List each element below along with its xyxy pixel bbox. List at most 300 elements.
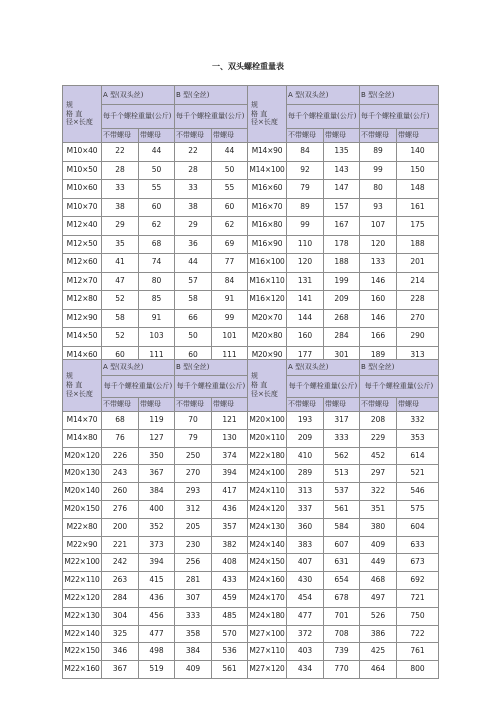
with-nut-header: 带螺母 (212, 398, 248, 412)
weight-cell: 260 (102, 483, 139, 501)
size-cell: M12×90 (63, 309, 102, 328)
weight-cell: 52 (102, 328, 139, 347)
weight-cell: 111 (139, 346, 175, 365)
weight-cell: 85 (139, 291, 175, 310)
weight-header: 每千个螺栓重量(公斤) (287, 376, 360, 398)
size-cell: M10×50 (63, 161, 102, 180)
spec-header-right (248, 86, 287, 143)
size-cell: M22×130 (63, 607, 102, 625)
weight-cell: 332 (397, 412, 439, 430)
weight-cell: 477 (139, 625, 175, 643)
size-cell: M20×90 (248, 346, 287, 365)
weight-cell: 58 (175, 291, 212, 310)
weight-cell: 575 (397, 500, 439, 518)
weight-cell: 750 (397, 607, 439, 625)
size-cell: M20×130 (63, 465, 102, 483)
weight-cell: 561 (212, 661, 248, 679)
weight-cell: 68 (139, 235, 175, 254)
weight-cell: 449 (360, 554, 397, 572)
with-nut-header: 带螺母 (397, 398, 439, 412)
weight-cell: 289 (287, 465, 324, 483)
weight-cell: 317 (324, 412, 360, 430)
weight-cell: 521 (397, 465, 439, 483)
table-row (63, 254, 439, 273)
weight-cell: 101 (212, 328, 248, 347)
weight-cell: 57 (175, 272, 212, 291)
weight-cell: 614 (397, 447, 439, 465)
with-nut-header: 带螺母 (139, 398, 175, 412)
weight-cell: 175 (397, 217, 439, 236)
weight-cell: 408 (212, 554, 248, 572)
weight-cell: 584 (324, 518, 360, 536)
table-row (63, 643, 439, 661)
weight-cell: 268 (324, 309, 360, 328)
weight-cell: 360 (287, 518, 324, 536)
size-cell: M12×60 (63, 254, 102, 273)
weight-cell: 74 (139, 254, 175, 273)
weight-cell: 353 (397, 429, 439, 447)
weight-cell: 631 (324, 554, 360, 572)
weight-cell: 161 (397, 198, 439, 217)
spec-header-line: 规 (66, 100, 73, 109)
weight-cell: 425 (360, 643, 397, 661)
weight-cell: 178 (324, 235, 360, 254)
size-cell: M12×80 (63, 291, 102, 310)
weight-cell: 50 (175, 328, 212, 347)
weight-cell: 394 (212, 465, 248, 483)
weight-cell: 570 (212, 625, 248, 643)
weight-cell: 157 (324, 198, 360, 217)
bolt-weight-table-2 (62, 359, 439, 679)
header-row-type (63, 360, 439, 376)
weight-cell: 409 (360, 536, 397, 554)
weight-cell: 36 (175, 235, 212, 254)
weight-cell: 352 (139, 518, 175, 536)
weight-cell: 208 (360, 412, 397, 430)
size-cell: M16×100 (248, 254, 287, 273)
weight-cell: 721 (397, 589, 439, 607)
weight-cell: 350 (139, 447, 175, 465)
weight-header: 每千个螺栓重量(公斤) (102, 105, 175, 129)
no-nut-header: 不带螺母 (360, 129, 397, 143)
weight-cell: 536 (212, 643, 248, 661)
weight-cell: 607 (324, 536, 360, 554)
weight-cell: 304 (102, 607, 139, 625)
table-row (63, 328, 439, 347)
weight-cell: 62 (212, 217, 248, 236)
weight-cell: 400 (139, 500, 175, 518)
weight-cell: 160 (287, 328, 324, 347)
weight-cell: 526 (360, 607, 397, 625)
size-cell: M14×70 (63, 412, 102, 430)
size-cell: M20×70 (248, 309, 287, 328)
weight-cell: 654 (324, 572, 360, 590)
size-cell: M22×160 (63, 661, 102, 679)
table-row (63, 291, 439, 310)
weight-cell: 452 (360, 447, 397, 465)
weight-cell: 131 (287, 272, 324, 291)
table-row (63, 589, 439, 607)
weight-cell: 372 (287, 625, 324, 643)
weight-cell: 188 (397, 235, 439, 254)
with-nut-header: 带螺母 (397, 129, 439, 143)
weight-cell: 468 (360, 572, 397, 590)
weight-cell: 50 (139, 161, 175, 180)
weight-cell: 367 (139, 465, 175, 483)
weight-cell: 459 (212, 589, 248, 607)
weight-cell: 456 (139, 607, 175, 625)
spec-header-line: 格 直 (251, 109, 268, 118)
type-a-header-left: A 型(双头丝) (102, 86, 175, 105)
weight-cell: 562 (324, 447, 360, 465)
weight-cell: 127 (139, 429, 175, 447)
type-b-header-left: B 型(全丝) (175, 86, 248, 105)
weight-cell: 99 (212, 309, 248, 328)
size-cell: M16×120 (248, 291, 287, 310)
weight-cell: 79 (287, 180, 324, 199)
size-cell: M27×110 (248, 643, 287, 661)
weight-cell: 270 (175, 465, 212, 483)
weight-cell: 346 (102, 643, 139, 661)
weight-cell: 80 (139, 272, 175, 291)
size-cell: M16×110 (248, 272, 287, 291)
weight-cell: 28 (175, 161, 212, 180)
weight-cell: 70 (175, 412, 212, 430)
no-nut-header: 不带螺母 (175, 129, 212, 143)
weight-cell: 434 (287, 661, 324, 679)
table-row (63, 180, 439, 199)
weight-cell: 221 (102, 536, 139, 554)
weight-cell: 62 (139, 217, 175, 236)
weight-cell: 119 (139, 412, 175, 430)
weight-cell: 307 (175, 589, 212, 607)
type-a-header-left: A 型(双头丝) (102, 360, 175, 376)
table-row (63, 483, 439, 501)
weight-header: 每千个螺栓重量(公斤) (175, 376, 248, 398)
weight-cell: 701 (324, 607, 360, 625)
weight-header: 每千个螺栓重量(公斤) (360, 376, 439, 398)
no-nut-header: 不带螺母 (175, 398, 212, 412)
weight-cell: 188 (324, 254, 360, 273)
weight-cell: 230 (175, 536, 212, 554)
no-nut-header: 不带螺母 (102, 129, 139, 143)
weight-cell: 384 (139, 483, 175, 501)
weight-cell: 722 (397, 625, 439, 643)
weight-cell: 367 (102, 661, 139, 679)
spec-header-line: 规 (251, 372, 259, 381)
size-cell: M12×40 (63, 217, 102, 236)
weight-cell: 29 (102, 217, 139, 236)
weight-cell: 325 (102, 625, 139, 643)
weight-cell: 193 (287, 412, 324, 430)
weight-cell: 209 (324, 291, 360, 310)
weight-cell: 604 (397, 518, 439, 536)
type-b-header-right: B 型(全丝) (360, 86, 439, 105)
weight-cell: 91 (139, 309, 175, 328)
weight-cell: 477 (287, 607, 324, 625)
size-cell: M16×80 (248, 217, 287, 236)
weight-cell: 537 (324, 483, 360, 501)
weight-cell: 281 (175, 572, 212, 590)
size-cell: M22×140 (63, 625, 102, 643)
size-cell: M22×110 (63, 572, 102, 590)
weight-cell: 284 (102, 589, 139, 607)
weight-cell: 380 (360, 518, 397, 536)
weight-cell: 200 (102, 518, 139, 536)
size-cell: M22×80 (63, 518, 102, 536)
no-nut-header: 不带螺母 (287, 129, 324, 143)
spec-header-line: 格 直 (251, 381, 268, 390)
weight-cell: 103 (139, 328, 175, 347)
table-row (63, 518, 439, 536)
weight-cell: 290 (397, 328, 439, 347)
weight-cell: 313 (397, 346, 439, 365)
header-row-type (63, 86, 439, 105)
size-cell: M22×100 (63, 554, 102, 572)
size-cell: M14×100 (248, 161, 287, 180)
no-nut-header: 不带螺母 (287, 398, 324, 412)
weight-cell: 120 (360, 235, 397, 254)
weight-cell: 68 (102, 412, 139, 430)
weight-cell: 89 (287, 198, 324, 217)
weight-cell: 58 (102, 309, 139, 328)
weight-cell: 485 (212, 607, 248, 625)
weight-cell: 519 (139, 661, 175, 679)
spec-header-line: 径×长度 (66, 389, 93, 398)
weight-cell: 60 (175, 346, 212, 365)
size-cell: M16×70 (248, 198, 287, 217)
weight-cell: 148 (397, 180, 439, 199)
weight-cell: 301 (324, 346, 360, 365)
weight-header: 每千个螺栓重量(公斤) (102, 376, 175, 398)
size-cell: M10×40 (63, 143, 102, 162)
size-cell: M22×120 (63, 589, 102, 607)
weight-cell: 99 (287, 217, 324, 236)
size-cell: M20×100 (248, 412, 287, 430)
size-cell: M27×120 (248, 661, 287, 679)
spec-header-line: 规 (251, 100, 259, 109)
size-cell: M22×150 (63, 643, 102, 661)
weight-cell: 141 (287, 291, 324, 310)
size-cell: M14×60 (63, 346, 102, 365)
size-cell: M24×160 (248, 572, 287, 590)
weight-cell: 513 (324, 465, 360, 483)
table-row (63, 272, 439, 291)
weight-cell: 739 (324, 643, 360, 661)
weight-cell: 177 (287, 346, 324, 365)
weight-cell: 93 (360, 198, 397, 217)
weight-cell: 410 (287, 447, 324, 465)
size-cell: M16×90 (248, 235, 287, 254)
type-b-header-right: B 型(全丝) (360, 360, 439, 376)
weight-cell: 403 (287, 643, 324, 661)
weight-cell: 228 (397, 291, 439, 310)
weight-cell: 133 (360, 254, 397, 273)
weight-cell: 60 (139, 198, 175, 217)
weight-cell: 561 (324, 500, 360, 518)
weight-cell: 201 (397, 254, 439, 273)
page-title: 一、双头螺栓重量表 (212, 61, 284, 71)
spec-header-line: 规 (66, 372, 73, 381)
weight-cell: 44 (175, 254, 212, 273)
weight-header: 每千个螺栓重量(公斤) (360, 105, 439, 129)
table-row (63, 161, 439, 180)
weight-cell: 22 (102, 143, 139, 162)
weight-cell: 243 (102, 465, 139, 483)
weight-cell: 374 (212, 447, 248, 465)
table-row (63, 625, 439, 643)
weight-cell: 121 (212, 412, 248, 430)
size-cell: M24×130 (248, 518, 287, 536)
size-cell: M20×140 (63, 483, 102, 501)
weight-cell: 84 (287, 143, 324, 162)
table-row (63, 198, 439, 217)
weight-cell: 276 (102, 500, 139, 518)
weight-cell: 761 (397, 643, 439, 661)
weight-cell: 312 (175, 500, 212, 518)
weight-cell: 147 (324, 180, 360, 199)
weight-cell: 144 (287, 309, 324, 328)
spec-header-line: 格 直 (66, 381, 83, 390)
weight-cell: 189 (360, 346, 397, 365)
weight-cell: 358 (175, 625, 212, 643)
weight-cell: 633 (397, 536, 439, 554)
weight-cell: 337 (287, 500, 324, 518)
size-cell: M14×50 (63, 328, 102, 347)
weight-cell: 146 (360, 309, 397, 328)
type-b-header-left: B 型(全丝) (175, 360, 248, 376)
weight-cell: 130 (212, 429, 248, 447)
table-row (63, 572, 439, 590)
size-cell: M10×60 (63, 180, 102, 199)
spec-header-left (63, 86, 102, 143)
weight-cell: 167 (324, 217, 360, 236)
table-row (63, 447, 439, 465)
weight-cell: 383 (287, 536, 324, 554)
weight-cell: 199 (324, 272, 360, 291)
weight-cell: 89 (360, 143, 397, 162)
type-a-header-right: A 型(双头丝) (287, 360, 360, 376)
size-cell: M10×70 (63, 198, 102, 217)
weight-cell: 333 (175, 607, 212, 625)
weight-cell: 394 (139, 554, 175, 572)
weight-cell: 214 (397, 272, 439, 291)
weight-cell: 120 (287, 254, 324, 273)
weight-cell: 464 (360, 661, 397, 679)
size-cell: M12×70 (63, 272, 102, 291)
table-row (63, 217, 439, 236)
weight-cell: 35 (102, 235, 139, 254)
weight-cell: 47 (102, 272, 139, 291)
table-row (63, 607, 439, 625)
weight-cell: 333 (324, 429, 360, 447)
weight-header: 每千个螺栓重量(公斤) (287, 105, 360, 129)
weight-cell: 80 (360, 180, 397, 199)
size-cell: M24×170 (248, 589, 287, 607)
weight-cell: 55 (139, 180, 175, 199)
table-row (63, 500, 439, 518)
weight-cell: 357 (212, 518, 248, 536)
weight-cell: 415 (139, 572, 175, 590)
spec-header-line: 径×长度 (66, 118, 93, 127)
weight-cell: 322 (360, 483, 397, 501)
no-nut-header: 不带螺母 (360, 398, 397, 412)
size-cell: M16×60 (248, 180, 287, 199)
weight-cell: 436 (139, 589, 175, 607)
size-cell: M24×150 (248, 554, 287, 572)
weight-cell: 79 (175, 429, 212, 447)
weight-cell: 229 (360, 429, 397, 447)
weight-cell: 52 (102, 291, 139, 310)
bolt-weight-table-1 (62, 85, 439, 365)
weight-cell: 373 (139, 536, 175, 554)
weight-cell: 800 (397, 661, 439, 679)
weight-cell: 135 (324, 143, 360, 162)
weight-cell: 351 (360, 500, 397, 518)
weight-cell: 166 (360, 328, 397, 347)
size-cell: M24×100 (248, 465, 287, 483)
size-cell: M14×90 (248, 143, 287, 162)
table-row (63, 536, 439, 554)
with-nut-header: 带螺母 (139, 129, 175, 143)
size-cell: M24×140 (248, 536, 287, 554)
spec-header-left (63, 360, 102, 412)
size-cell: M20×120 (63, 447, 102, 465)
weight-cell: 417 (212, 483, 248, 501)
size-cell: M24×110 (248, 483, 287, 501)
weight-cell: 498 (139, 643, 175, 661)
weight-cell: 205 (175, 518, 212, 536)
table-row (63, 661, 439, 679)
weight-cell: 386 (360, 625, 397, 643)
weight-cell: 29 (175, 217, 212, 236)
weight-cell: 708 (324, 625, 360, 643)
size-cell: M22×180 (248, 447, 287, 465)
weight-cell: 692 (397, 572, 439, 590)
weight-cell: 69 (212, 235, 248, 254)
weight-cell: 409 (175, 661, 212, 679)
weight-cell: 297 (360, 465, 397, 483)
size-cell: M20×150 (63, 500, 102, 518)
weight-cell: 678 (324, 589, 360, 607)
table-row (63, 235, 439, 254)
table-row (63, 554, 439, 572)
weight-cell: 107 (360, 217, 397, 236)
with-nut-header: 带螺母 (212, 129, 248, 143)
size-cell: M14×80 (63, 429, 102, 447)
size-cell: M24×180 (248, 607, 287, 625)
type-a-header-right: A 型(双头丝) (287, 86, 360, 105)
weight-cell: 433 (212, 572, 248, 590)
weight-cell: 384 (175, 643, 212, 661)
weight-cell: 242 (102, 554, 139, 572)
size-cell: M24×120 (248, 500, 287, 518)
weight-cell: 284 (324, 328, 360, 347)
weight-cell: 66 (175, 309, 212, 328)
weight-cell: 250 (175, 447, 212, 465)
table-row (63, 429, 439, 447)
weight-cell: 77 (212, 254, 248, 273)
with-nut-header: 带螺母 (324, 398, 360, 412)
weight-cell: 209 (287, 429, 324, 447)
weight-cell: 256 (175, 554, 212, 572)
spec-header-line: 径×长度 (251, 118, 278, 127)
weight-cell: 497 (360, 589, 397, 607)
weight-cell: 60 (102, 346, 139, 365)
weight-cell: 143 (324, 161, 360, 180)
spec-header-line: 径×长度 (251, 389, 278, 398)
size-cell: M22×90 (63, 536, 102, 554)
